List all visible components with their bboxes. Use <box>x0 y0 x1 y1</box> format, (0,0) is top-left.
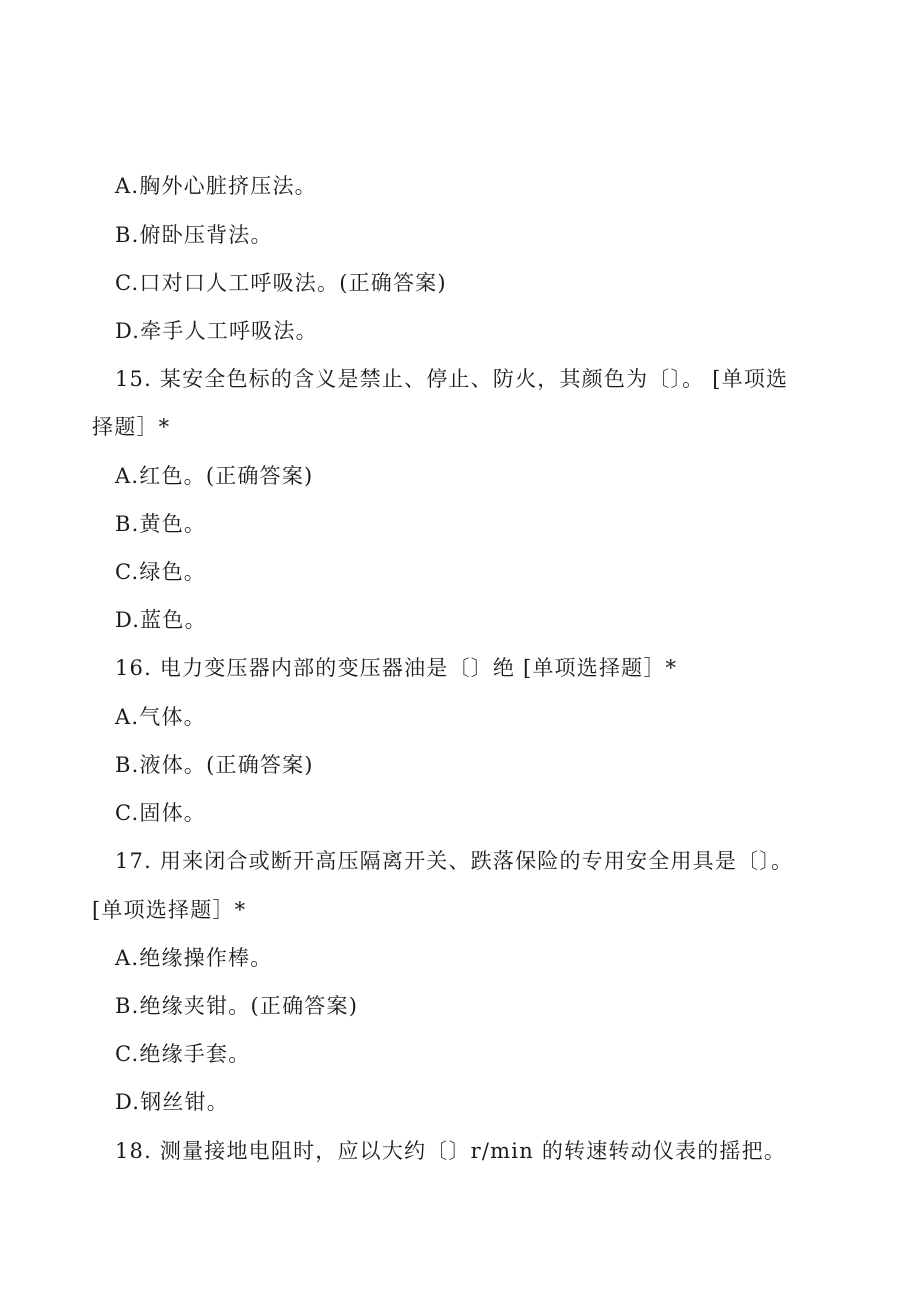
option-line: A.红色。(正确答案) <box>115 464 314 488</box>
question-16-text: 16. 电力变压器内部的变压器油是〔〕绝 [单项选择题］* <box>115 656 678 680</box>
option-line: C.固体。 <box>115 801 206 825</box>
option-line: D.牵手人工呼吸法。 <box>115 319 318 343</box>
option-line: C.口对口人工呼吸法。(正确答案) <box>115 271 447 295</box>
question-15-text: 15. 某安全色标的含义是禁止、停止、防火，其颜色为〔〕。 [单项选 <box>115 367 789 391</box>
option-line: B.绝缘夹钳。(正确答案) <box>115 994 359 1018</box>
option-line: A.气体。 <box>115 705 206 729</box>
question-18-text: 18. 测量接地电阻时，应以大约〔〕r/min 的转速转动仪表的摇把。 <box>115 1139 787 1163</box>
option-line: D.蓝色。 <box>115 608 207 632</box>
option-line: D.钢丝钳。 <box>115 1090 229 1114</box>
option-line: A.胸外心脏挤压法。 <box>115 174 317 198</box>
option-line: B.俯卧压背法。 <box>115 223 273 247</box>
question-17-type: [单项选择题］* <box>92 898 247 922</box>
option-line: A.绝缘操作棒。 <box>115 946 273 970</box>
option-line: C.绿色。 <box>115 560 206 584</box>
option-line: C.绝缘手套。 <box>115 1042 251 1066</box>
question-15-type: 择题］* <box>92 415 171 439</box>
option-line: B.黄色。 <box>115 512 207 536</box>
question-17-text: 17. 用来闭合或断开高压隔离开关、跌落保险的专用安全用具是〔〕。 <box>115 849 794 873</box>
option-line: B.液体。(正确答案) <box>115 753 314 777</box>
